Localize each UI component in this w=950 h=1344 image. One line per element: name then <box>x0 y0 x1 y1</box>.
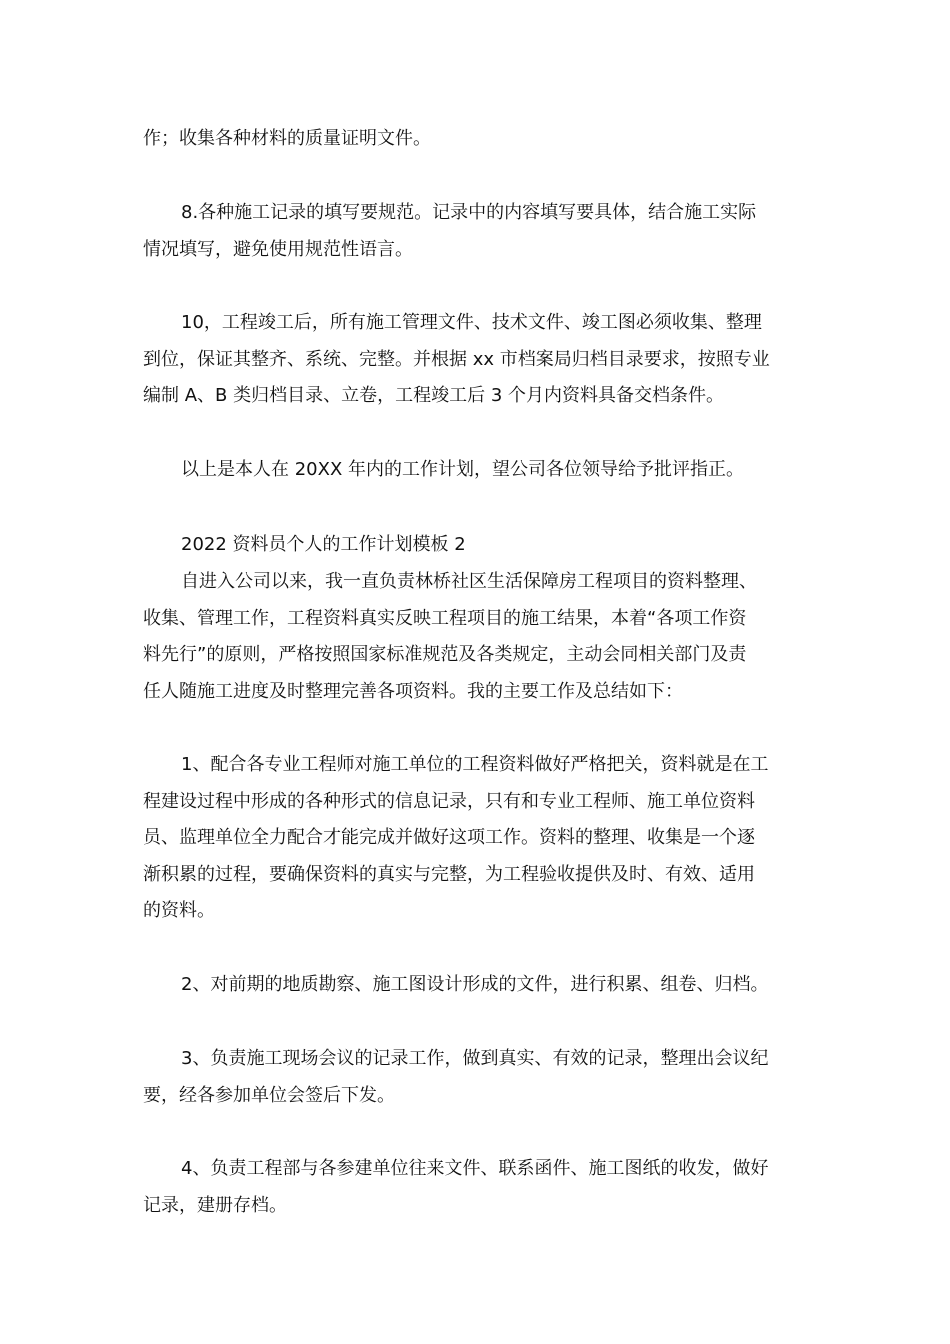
text-line: 2022 资料员个人的工作计划模板 2 <box>181 534 466 555</box>
text-line: 作；收集各种材料的质量证明文件。 <box>143 128 431 149</box>
text-line: 4、负责工程部与各参建单位往来文件、联系函件、施工图纸的收发，做好 <box>181 1158 769 1179</box>
text-line: 自进入公司以来，我一直负责林桥社区生活保障房工程项目的资料整理、 <box>181 571 757 592</box>
text-line: 以上是本人在 20XX 年内的工作计划，望公司各位领导给予批评指正。 <box>181 459 745 480</box>
text-line: 1、配合各专业工程师对施工单位的工程资料做好严格把关，资料就是在工 <box>181 754 769 775</box>
text-line: 情况填写，避免使用规范性语言。 <box>143 238 413 260</box>
text-line: 到位，保证其整齐、系统、完整。并根据 xx 市档案局归档目录要求，按照专业 <box>143 348 770 370</box>
paragraph-item-3 <box>143 1041 811 1114</box>
section-heading <box>143 527 811 564</box>
paragraph-item-1 <box>143 747 811 930</box>
text-line: 程建设过程中形成的各种形式的信息记录，只有和专业工程师、施工单位资料 <box>143 790 755 812</box>
text-line: 要，经各参加单位会签后下发。 <box>143 1084 395 1106</box>
text-line: 2、对前期的地质勘察、施工图设计形成的文件，进行积累、组卷、归档。 <box>181 974 769 995</box>
text-line: 编制 A、B 类归档目录、立卷，工程竣工后 3 个月内资料具备交档条件。 <box>143 385 724 406</box>
text-line: 收集、管理工作，工程资料真实反映工程项目的施工结果，本着“各项工作资 <box>143 607 747 629</box>
text-line: 料先行”的原则，严格按照国家标准规范及各类规定，主动会同相关部门及责 <box>143 644 747 665</box>
text-line: 渐积累的过程，要确保资料的真实与完整，为工程验收提供及时、有效、适用 <box>143 863 755 885</box>
paragraph-continuation <box>143 121 811 158</box>
paragraph-item-10 <box>143 305 811 415</box>
text-line: 8.各种施工记录的填写要规范。记录中的内容填写要具体，结合施工实际 <box>181 202 757 223</box>
text-line: 员、监理单位全力配合才能完成并做好这项工作。资料的整理、收集是一个逐 <box>143 827 755 848</box>
paragraph-item-4 <box>143 1151 811 1224</box>
paragraph-item-8 <box>143 195 811 268</box>
paragraph-item-2 <box>143 967 811 1004</box>
paragraph-closing <box>143 452 811 489</box>
text-line: 的资料。 <box>143 900 215 921</box>
text-line: 任人随施工进度及时整理完善各项资料。我的主要工作及总结如下： <box>143 680 683 702</box>
text-line: 10，工程竣工后，所有施工管理文件、技术文件、竣工图必须收集、整理 <box>181 312 762 333</box>
text-line: 记录，建册存档。 <box>143 1194 287 1216</box>
text-line: 3、负责施工现场会议的记录工作，做到真实、有效的记录，整理出会议纪 <box>181 1048 769 1069</box>
paragraph-intro <box>143 564 811 710</box>
